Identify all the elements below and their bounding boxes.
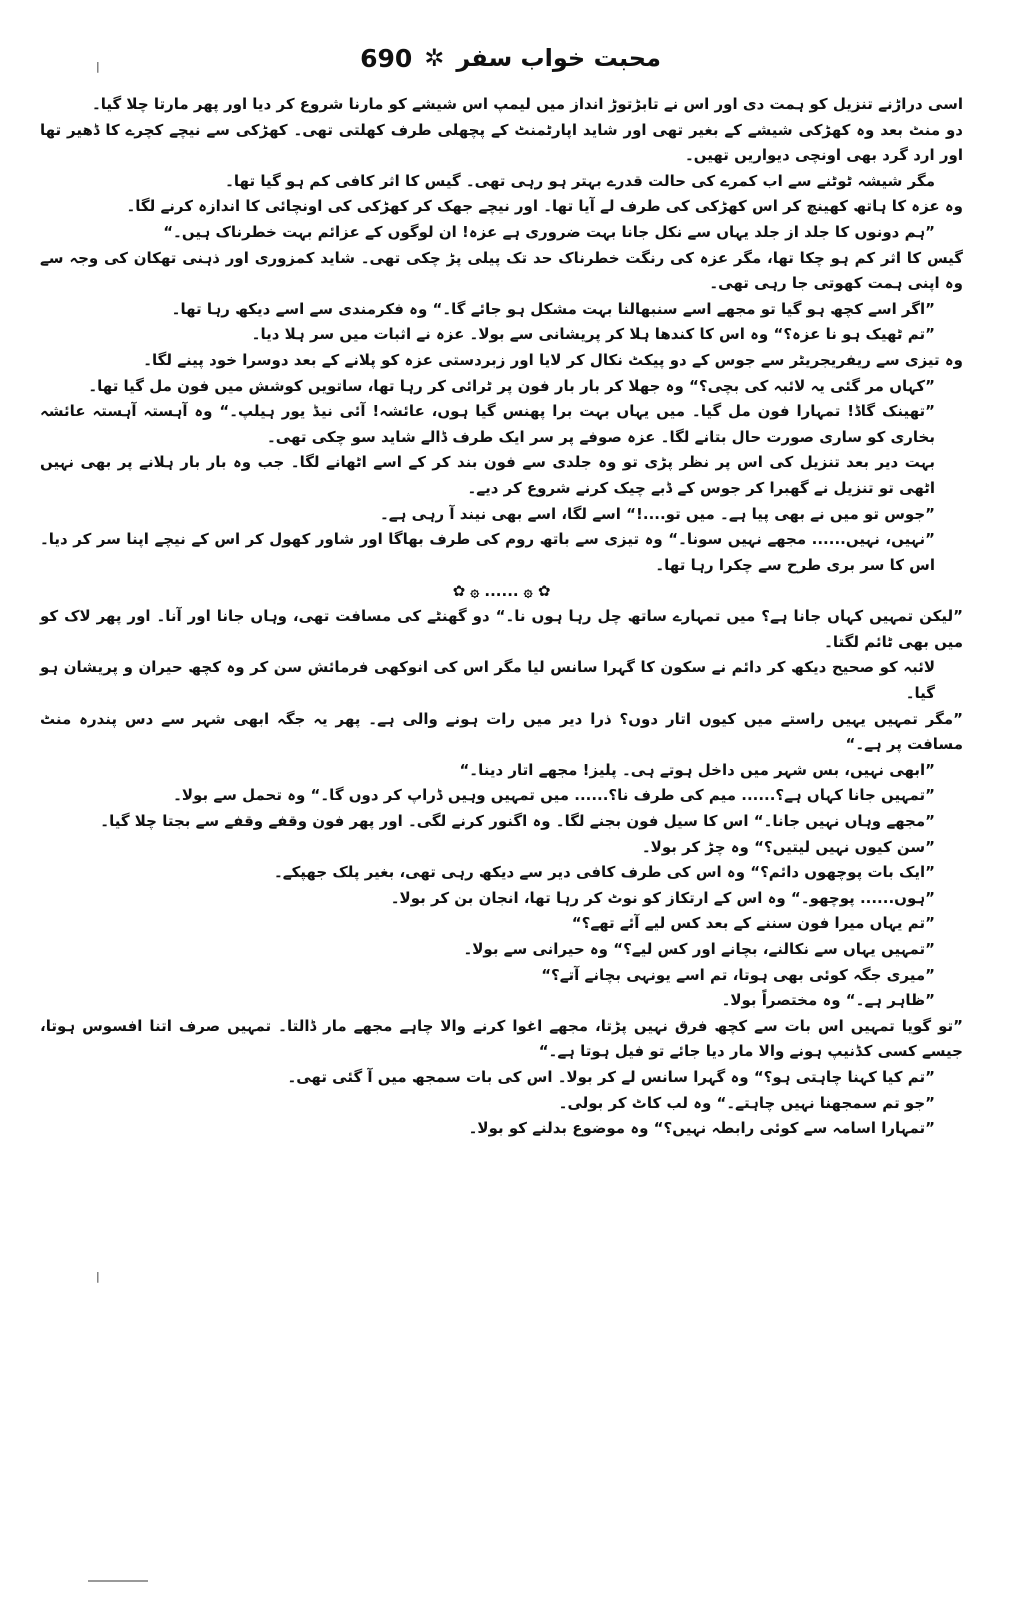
running-title: محبت خواب سفر <box>456 44 661 72</box>
paragraph: دو منٹ بعد وہ کھڑکی شیشے کے بغیر تھی اور شاید اپارٹمنٹ کے پچھلی طرف کھلتی تھی۔ کھڑکی سے نیچے کچرے کا ڈھیر تھا اور ارد گرد بھی اونچی دیواریں تھیں۔ <box>40 120 963 165</box>
paragraph: بہت دیر بعد تنزیل کی اس پر نظر پڑی تو وہ جلدی سے فون بند کر کے اسے اٹھانے لگا۔ جب وہ بار بار ہلانے پر بھی نہیں اٹھی تو تنزیل نے گھبرا کر جوس کے ڈبے چیک کرنے شروع کر دیے۔ <box>40 453 935 497</box>
page-number: 690 <box>360 43 413 73</box>
margin-tick-mark: | <box>96 60 100 73</box>
margin-tick-mark: | <box>96 1270 100 1283</box>
paragraph: ”مگر تمہیں یہیں راستے میں کیوں اتار دوں؟ ذرا دیر میں رات ہونے والی ہے۔ پھر یہ جگہ ابھی شہر سے دس پندرہ منٹ مسافت پر ہے۔“ <box>40 709 963 754</box>
paragraph: لائبہ کو صحیح دیکھ کر دائم نے سکون کا گہرا سانس لیا مگر اس کی انوکھی فرمائش سن کر وہ کچھ حیران و پریشان ہو گیا۔ <box>40 658 935 703</box>
paragraph: ”سن کیوں نہیں لیتیں؟“ وہ چڑ کر بولا۔ <box>641 837 935 856</box>
paragraph: مگر شیشہ ٹوٹنے سے اب کمرے کی حالت قدرے بہتر ہو رہی تھی۔ گیس کا اثر کافی کم ہو گیا تھا۔ <box>225 171 935 190</box>
paragraph: ”تم کیا کہنا چاہتی ہو؟“ وہ گہرا سانس لے کر بولا۔ اس کی بات سمجھ میں آ گئی تھی۔ <box>287 1067 935 1086</box>
paragraph: ”لیکن تمہیں کہاں جانا ہے؟ میں تمہارے ساتھ چل رہا ہوں نا۔“ دو گھنٹے کی مسافت تھی، وہاں جانا اور آنا۔ اور پھر لاک کو میں بھی ٹائم لگتا۔ <box>40 607 963 651</box>
paragraph: وہ تیزی سے ریفریجریٹر سے جوس کے دو پیکٹ نکال کر لایا اور زبردستی عزہ کو پلانے کے بعد دوسرا خود پینے لگا۔ <box>143 350 963 369</box>
paragraph: ”تمہارا اسامہ سے کوئی رابطہ نہیں؟“ وہ موضوع بدلنے کو بولا۔ <box>468 1119 935 1138</box>
paragraph: ”ظاہر ہے۔“ وہ مختصراً بولا۔ <box>721 991 935 1010</box>
paragraph: وہ عزہ کا ہاتھ کھینچ کر اس کھڑکی کی طرف لے آیا تھا۔ اور نیچے جھک کر کھڑکی کی اونچائی کا اندازہ کرنے لگا۔ <box>126 197 963 216</box>
paragraph: ”کہاں مر گئی یہ لائبہ کی بچی؟“ وہ جھلا کر بار بار فون پر ٹرائی کر رہا تھا، ساتویں کوشش میں فون مل گیا تھا۔ <box>88 376 935 395</box>
star-ornament-icon: ✲ <box>424 44 445 72</box>
paragraph: ”ایک بات پوچھوں دائم؟“ وہ اس کی طرف کافی دیر سے دیکھ رہی تھی، بغیر پلک جھپکے۔ <box>274 863 935 882</box>
paragraph: ”مجھے وہاں نہیں جانا۔“ اس کا سیل فون بجنے لگا۔ وہ اگنور کرنے لگی۔ اور پھر فون وقفے وقفے سے بجتا چلا گیا۔ <box>100 812 935 831</box>
paragraph: ”ہوں...... پوچھو۔“ وہ اس کے ارتکاز کو نوٹ کر رہا تھا، انجان بن کر بولا۔ <box>390 888 935 907</box>
paragraph: ”تھینک گاڈ! تمہارا فون مل گیا۔ میں یہاں بہت برا پھنس گیا ہوں، عائشہ! آئی نیڈ یور ہیلپ۔“ وہ آہستہ آہستہ عائشہ بخاری کو ساری صورت حال بتانے لگا۔ عزہ صوفے پر سر ایک طرف ڈالے شاید سو چکی تھی۔ <box>40 402 935 446</box>
paragraph: ”ابھی نہیں، بس شہر میں داخل ہوتے ہی۔ پلیز! مجھے اتار دینا۔“ <box>459 760 935 779</box>
paragraph: گیس کا اثر کم ہو چکا تھا، مگر عزہ کی رنگت خطرناک حد تک پیلی پڑ چکی تھی۔ شاید کمزوری اور ذہنی تھکان کی وجہ سے وہ اپنی ہمت کھوتی جا رہی تھی۔ <box>40 248 963 293</box>
paragraph: ”ہم دونوں کا جلد از جلد یہاں سے نکل جانا بہت ضروری ہے عزہ! ان لوگوں کے عزائم بہت خطرناک ہیں۔“ <box>163 222 935 241</box>
paragraph: ”اگر اسے کچھ ہو گیا تو مجھے اسے سنبھالنا بہت مشکل ہو جائے گا۔“ وہ فکرمندی سے اسے دیکھ رہا تھا۔ <box>171 299 935 318</box>
paragraph: ”تم ٹھیک ہو نا عزہ؟“ وہ اس کا کندھا ہلا کر پریشانی سے بولا۔ عزہ نے اثبات میں سر ہلا دیا۔ <box>251 325 935 344</box>
paragraph: ”نہیں، نہیں...... مجھے نہیں سونا۔“ وہ تیزی سے باتھ روم کی طرف بھاگا اور شاور کھول کر اس کے نیچے اپنا سر کر دیا۔ اس کا سر بری طرح سے چکرا رہا تھا۔ <box>40 530 935 574</box>
section-divider-icon: ✿ ۞ ...... ۞ ✿ <box>452 582 551 601</box>
paragraph: اسی دراڑنے تنزیل کو ہمت دی اور اس نے تابڑتوڑ انداز میں لیمپ اس شیشے کو مارنا شروع کر دیا اور پھر مارتا چلا گیا۔ <box>91 95 963 113</box>
paragraph: ”تم یہاں میرا فون سننے کے بعد کس لیے آئے تھے؟“ <box>571 914 935 933</box>
paragraph: ”تمہیں یہاں سے نکالنے، بچانے اور کس لیے؟“ وہ حیرانی سے بولا۔ <box>463 940 935 958</box>
paragraph: ”جو تم سمجھنا نہیں چاہتے۔“ وہ لب کاٹ کر بولی۔ <box>558 1093 935 1112</box>
paragraph: ”میری جگہ کوئی بھی ہوتا، تم اسے یونہی بچانے آتے؟“ <box>541 965 935 984</box>
paragraph: ”جوس تو میں نے بھی پیا ہے۔ میں تو....!“ اسے لگا، اسے بھی نیند آ رہی ہے۔ <box>379 504 935 523</box>
paragraph: ”تو گویا تمہیں اس بات سے کچھ فرق نہیں پڑتا، مجھے اغوا کرنے والا چاہے مجھے مار ڈالتا۔ تمہیں صرف اتنا افسوس ہوتا، جیسے کسی کڈنیپ ہونے والا مار دیا جائے تو فیل ہوتا ہے۔“ <box>40 1016 963 1061</box>
scan-artifact-line <box>88 1580 148 1582</box>
page-header <box>0 38 1021 78</box>
article-body <box>40 92 963 1142</box>
paragraph: ”تمہیں جانا کہاں ہے؟...... میم کی طرف نا؟...... میں تمہیں وہیں ڈراپ کر دوں گا۔“ وہ تحمل سے بولا۔ <box>173 786 935 805</box>
